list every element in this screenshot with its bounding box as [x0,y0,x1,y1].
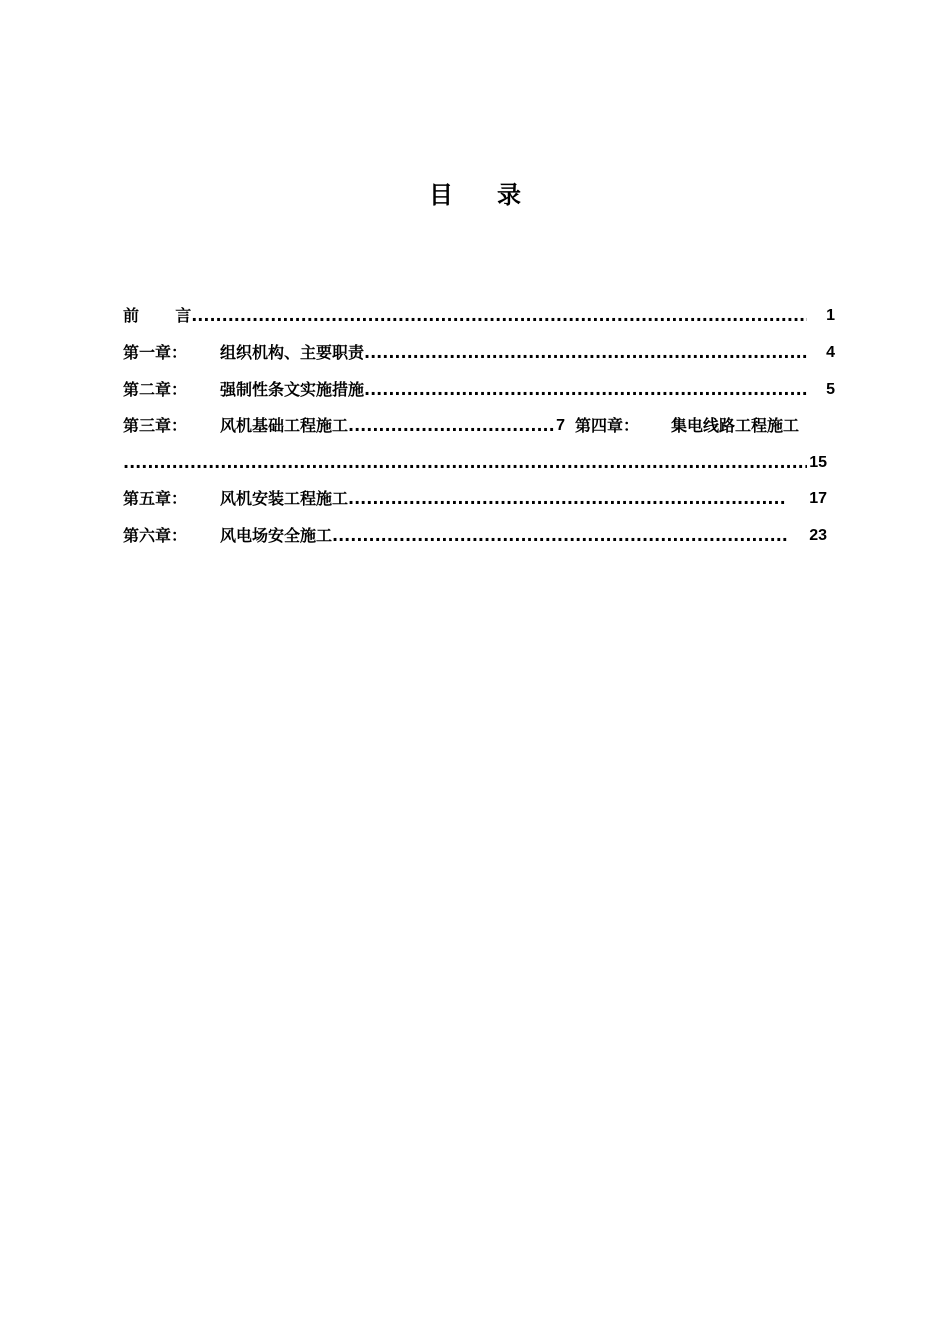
toc-chapter-title: 风电场安全施工 [220,526,333,545]
toc-chapter-title: 组织机构、主要职责 [220,343,365,362]
toc-leader-dots [364,341,807,365]
toc-page-number: 1 [826,307,835,324]
toc-entry-ch1[interactable] [123,341,835,365]
toc-chapter-label: 第四章： [575,416,640,435]
toc-page-number: 4 [826,344,835,361]
toc-chapter-label: 第二章： [123,380,188,399]
toc-page-number: 23 [809,527,827,544]
toc-entry-ch5[interactable] [123,487,827,511]
toc-page-number: 5 [826,381,835,398]
toc-chapter-label: 第六章： [123,526,188,545]
toc-title-char-2: 录 [497,181,521,209]
toc-chapter-title: 风机安装工程施工 [220,489,349,508]
toc-entry-preface[interactable] [123,304,835,328]
toc-page-number: 17 [809,490,827,507]
toc-leader-dots [332,524,787,548]
toc-title [0,178,950,212]
toc-chapter-title[interactable]: 风机基础工程施工 [220,416,349,435]
toc-chapter-label: 第一章： [123,343,188,362]
toc-preface-label-1: 前 [123,306,140,325]
toc-title-char-1: 目 [429,181,453,209]
toc-entry-ch3-ch4-line [123,414,845,438]
toc-entry-ch4-continuation[interactable] [123,451,827,475]
toc-leader-dots [364,378,807,402]
toc-page-number: 7 [556,417,566,434]
toc-entry-ch2[interactable] [123,378,835,402]
toc-chapter-title[interactable]: 集电线路工程施工 [671,416,800,435]
toc-leader-dots [123,451,807,475]
toc-chapter-title: 强制性条文实施措施 [220,380,365,399]
toc-chapter-label: 第三章： [123,416,188,435]
toc-preface-label-2: 言 [175,306,192,325]
toc-page-number: 15 [809,454,827,471]
toc-leader-dots [348,414,555,438]
toc-chapter-label: 第五章： [123,489,188,508]
toc-entry-ch6[interactable] [123,524,827,548]
toc-leader-dots [191,304,807,328]
toc-leader-dots [348,487,787,511]
